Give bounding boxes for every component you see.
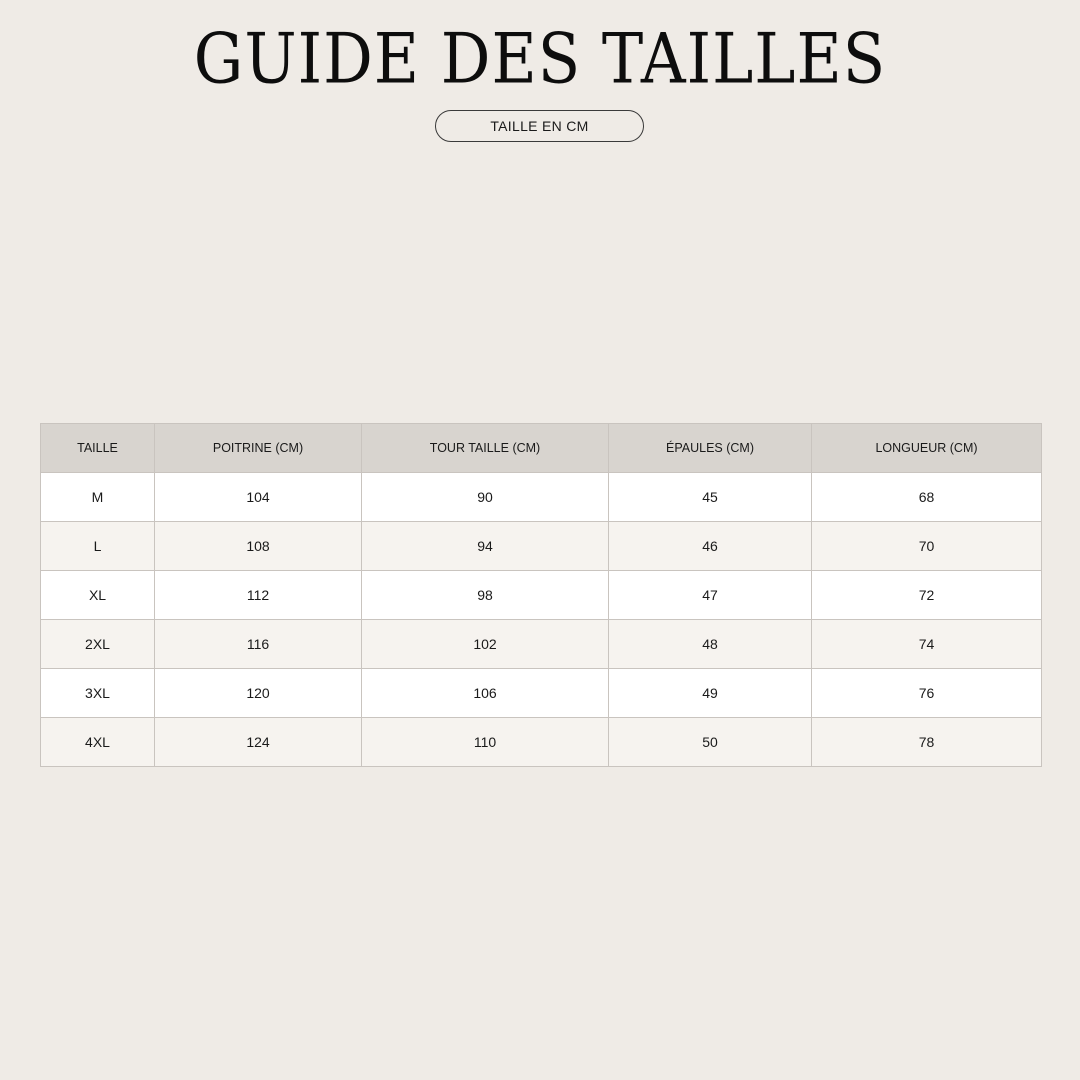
- size-cell: 2XL: [41, 620, 155, 669]
- page-title: GUIDE DES TAILLES: [193, 17, 887, 100]
- length-cell: 78: [812, 718, 1042, 767]
- size-table: [40, 423, 1042, 767]
- waist-cell: 94: [362, 522, 609, 571]
- table-row: [41, 620, 1042, 669]
- shoulders-cell: 50: [609, 718, 812, 767]
- chest-cell: 104: [155, 473, 362, 522]
- table-header-row: [41, 424, 1042, 473]
- unit-label-badge: TAILLE EN CM: [435, 110, 644, 142]
- length-cell: 74: [812, 620, 1042, 669]
- header-tour-taille: TOUR TAILLE (CM): [362, 424, 609, 473]
- waist-cell: 98: [362, 571, 609, 620]
- table-row: [41, 473, 1042, 522]
- waist-cell: 102: [362, 620, 609, 669]
- length-cell: 70: [812, 522, 1042, 571]
- size-cell: M: [41, 473, 155, 522]
- length-cell: 76: [812, 669, 1042, 718]
- length-cell: 72: [812, 571, 1042, 620]
- header-epaules: ÉPAULES (CM): [609, 424, 812, 473]
- header-poitrine: POITRINE (CM): [155, 424, 362, 473]
- shoulders-cell: 45: [609, 473, 812, 522]
- waist-cell: 106: [362, 669, 609, 718]
- table-row: [41, 669, 1042, 718]
- shoulders-cell: 47: [609, 571, 812, 620]
- table-row: [41, 571, 1042, 620]
- waist-cell: 110: [362, 718, 609, 767]
- size-cell: 4XL: [41, 718, 155, 767]
- table-row: [41, 718, 1042, 767]
- chest-cell: 116: [155, 620, 362, 669]
- chest-cell: 124: [155, 718, 362, 767]
- header-longueur: LONGUEUR (CM): [812, 424, 1042, 473]
- shoulders-cell: 49: [609, 669, 812, 718]
- shoulders-cell: 46: [609, 522, 812, 571]
- size-cell: L: [41, 522, 155, 571]
- chest-cell: 120: [155, 669, 362, 718]
- chest-cell: 108: [155, 522, 362, 571]
- size-cell: XL: [41, 571, 155, 620]
- length-cell: 68: [812, 473, 1042, 522]
- shoulders-cell: 48: [609, 620, 812, 669]
- header-taille: TAILLE: [41, 424, 155, 473]
- chest-cell: 112: [155, 571, 362, 620]
- table-row: [41, 522, 1042, 571]
- waist-cell: 90: [362, 473, 609, 522]
- size-cell: 3XL: [41, 669, 155, 718]
